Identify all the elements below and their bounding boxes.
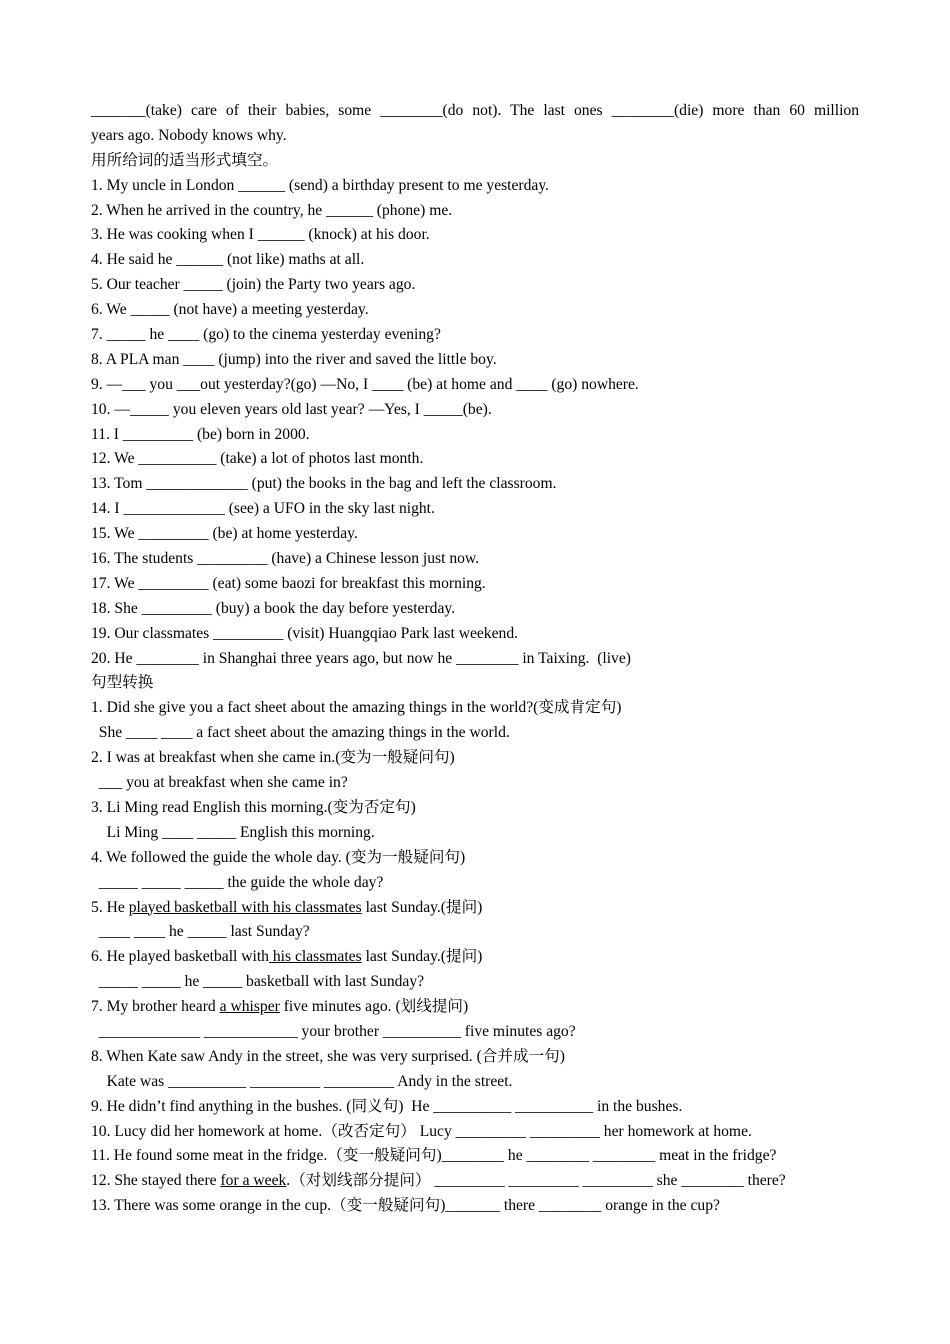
exercise-item: 7. _____ he ____ (go) to the cinema yesterday evening? [91, 326, 441, 344]
question-13: 13. There was some orange in the cup.（变一般疑问句)_______ there ________ orange in the cup? [91, 1197, 720, 1215]
question-12 [91, 1169, 859, 1194]
answer-2: ___ you at breakfast when she came in? [91, 774, 348, 792]
question-8: 8. When Kate saw Andy in the street, she was very surprised. (合并成一句) [91, 1047, 565, 1065]
exercise-item: 15. We _________ (be) at home yesterday. [91, 525, 358, 543]
question-7-underlined: a whisper [219, 998, 280, 1016]
worksheet-page [91, 99, 859, 1219]
exercise-item: 10. —_____ you eleven years old last year? —Yes, I _____(be). [91, 400, 492, 418]
answer-4: _____ _____ _____ the guide the whole day? [91, 873, 384, 891]
exercise-item: 18. She _________ (buy) a book the day before yesterday. [91, 599, 456, 617]
exercise-item: 8. A PLA man ____ (jump) into the river and saved the little boy. [91, 350, 497, 368]
question-12-text-end: .（对划线部分提问） _________ _________ _________ she ________ there? [286, 1172, 786, 1190]
section-1-title: 用所给词的适当形式填空。 [91, 151, 279, 169]
exercise-item: 20. He ________ in Shanghai three years ago, but now he ________ in Taixing. (live) [91, 649, 631, 667]
exercise-item: 2. When he arrived in the country, he ______ (phone) me. [91, 201, 453, 219]
question-5 [91, 896, 859, 921]
answer-6: _____ _____ he _____ basketball with last Sunday? [91, 973, 425, 991]
question-2: 2. I was at breakfast when she came in.(变为一般疑问句) [91, 749, 455, 767]
section-2-list [91, 696, 859, 1219]
question-12-underlined: for a week [220, 1172, 287, 1190]
question-6-text: 6. He played basketball with [91, 948, 269, 966]
answer-5: ____ ____ he _____ last Sunday? [91, 923, 310, 941]
question-11: 11. He found some meat in the fridge.（变一般疑问句)________ he ________ ________ meat in the fridge? [91, 1147, 777, 1165]
exercise-item: 12. We __________ (take) a lot of photos last month. [91, 450, 424, 468]
question-9: 9. He didn’t find anything in the bushes. (同义句) He __________ __________ in the bushes. [91, 1097, 683, 1115]
question-7-text: 7. My brother heard [91, 998, 220, 1016]
exercise-item: 16. The students _________ (have) a Chinese lesson just now. [91, 550, 480, 568]
exercise-item: 9. —___ you ___out yesterday?(go) —No, I ____ (be) at home and ____ (go) nowhere. [91, 375, 639, 393]
question-3: 3. Li Ming read English this morning.(变为否定句) [91, 798, 416, 816]
answer-1: She ____ ____ a fact sheet about the amazing things in the world. [91, 724, 510, 742]
exercise-item: 3. He was cooking when I ______ (knock) at his door. [91, 226, 430, 244]
answer-7: _____________ ____________ your brother __________ five minutes ago? [91, 1022, 576, 1040]
exercise-item: 4. He said he ______ (not like) maths at all. [91, 251, 365, 269]
exercise-item: 19. Our classmates _________ (visit) Huangqiao Park last weekend. [91, 624, 519, 642]
question-5-text: 5. He [91, 898, 129, 916]
question-4: 4. We followed the guide the whole day. (变为一般疑问句) [91, 848, 466, 866]
answer-8: Kate was __________ _________ _________ Andy in the street. [91, 1072, 513, 1090]
question-7 [91, 995, 859, 1020]
exercise-item: 13. Tom _____________ (put) the books in the bag and left the classroom. [91, 475, 557, 493]
answer-3: Li Ming ____ _____ English this morning. [91, 823, 375, 841]
question-10: 10. Lucy did her homework at home.（改否定句） Lucy _________ _________ her homework at home. [91, 1122, 752, 1140]
section-2-title: 句型转换 [91, 674, 154, 692]
question-1: 1. Did she give you a fact sheet about the amazing things in the world?(变成肯定句) [91, 699, 622, 717]
question-6-text-end: last Sunday.(提问) [361, 948, 483, 966]
section-1-list [91, 174, 859, 672]
exercise-item: 11. I _________ (be) born in 2000. [91, 425, 310, 443]
question-6-underlined: his classmates [268, 948, 362, 966]
question-5-underlined: played basketball with his classmates [128, 898, 362, 916]
exercise-item: 1. My uncle in London ______ (send) a birthday present to me yesterday. [91, 176, 550, 194]
intro-line-2: years ago. Nobody knows why. [91, 126, 287, 144]
question-5-text-end: last Sunday.(提问) [361, 898, 483, 916]
exercise-item: 5. Our teacher _____ (join) the Party two years ago. [91, 276, 416, 294]
exercise-item: 14. I _____________ (see) a UFO in the sky last night. [91, 500, 435, 518]
exercise-item: 17. We _________ (eat) some baozi for breakfast this morning. [91, 574, 486, 592]
intro-line-1: _______(take) care of their babies, some ________(do not). The last ones ________(die) more than 60 million [91, 102, 859, 119]
exercise-item: 6. We _____ (not have) a meeting yesterday. [91, 301, 369, 319]
question-7-text-end: five minutes ago. (划线提问) [279, 998, 469, 1016]
question-6 [91, 945, 859, 970]
question-12-text: 12. She stayed there [91, 1172, 221, 1190]
